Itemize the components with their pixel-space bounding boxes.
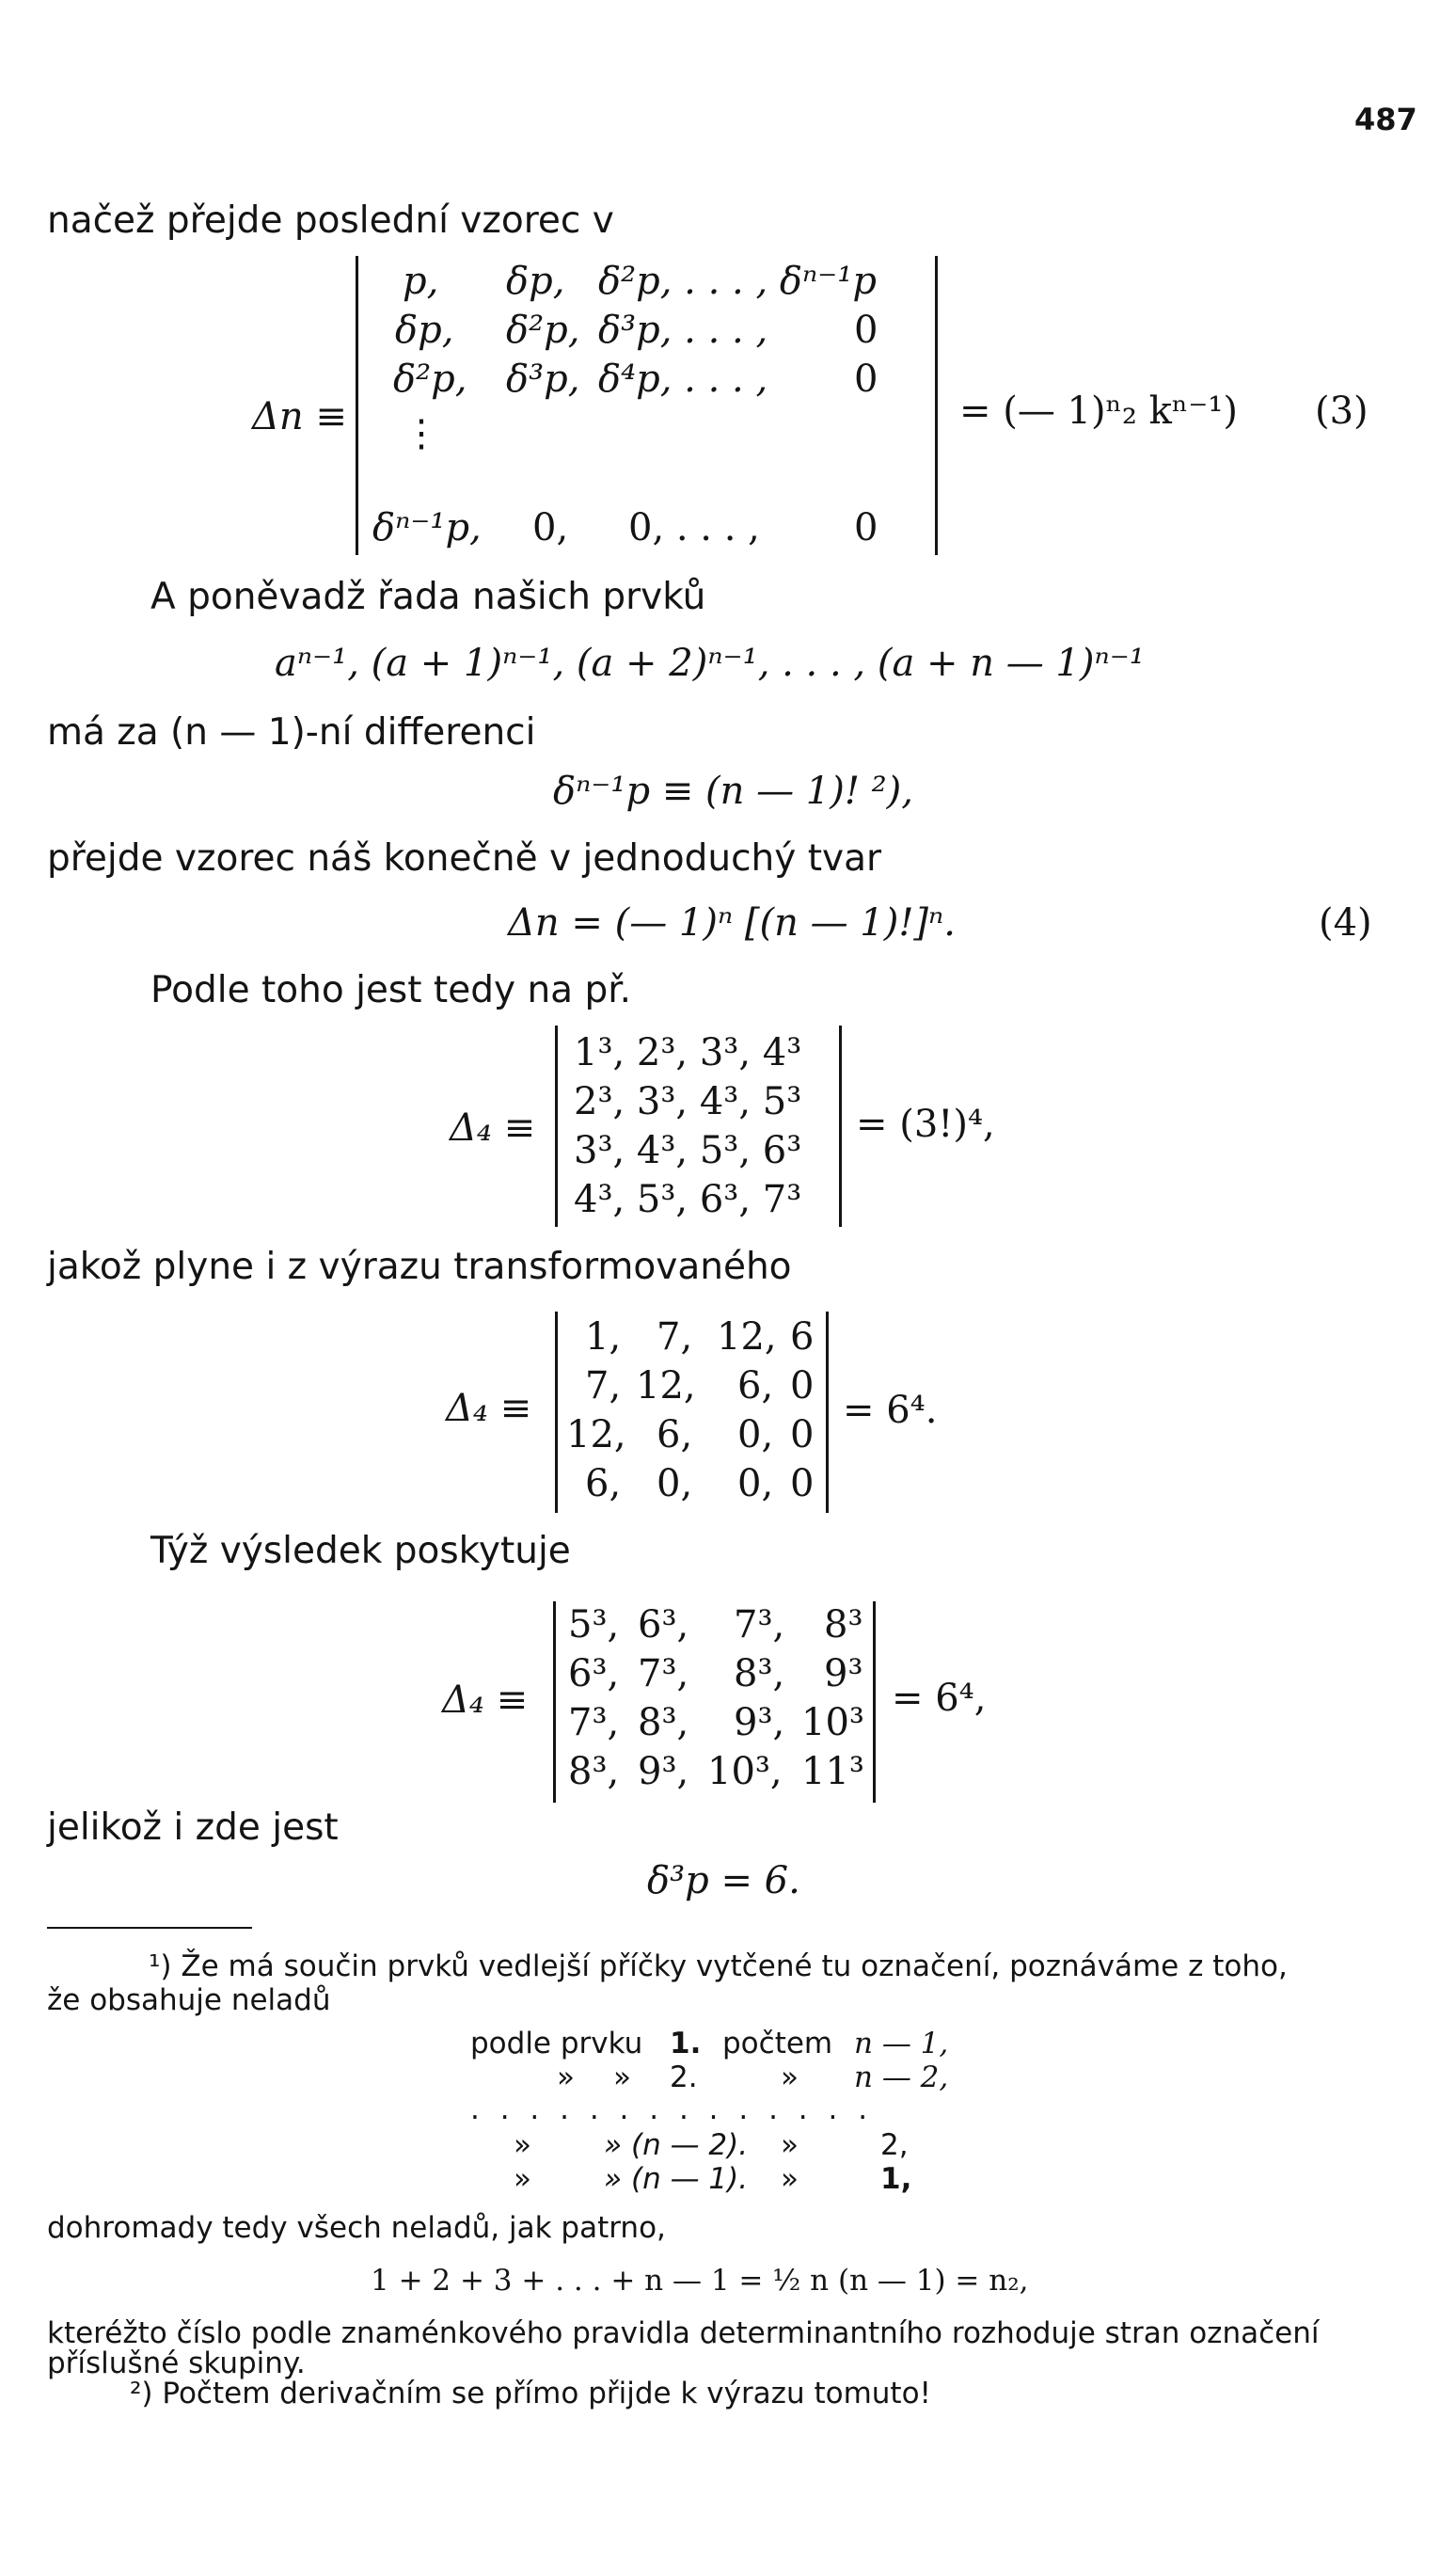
footnote-table-cell: 1. xyxy=(670,2027,702,2060)
eq3-cell: 0 xyxy=(854,506,878,549)
footnote-table-cell: 2. xyxy=(670,2060,698,2094)
det3-lhs: Δ₄ ≡ xyxy=(442,1678,529,1722)
det3-cell: 7³, xyxy=(734,1603,785,1646)
det3-cell: 10³, xyxy=(707,1750,783,1793)
det1-row: 2³, 3³, 4³, 5³ xyxy=(574,1080,802,1123)
det-bar-right xyxy=(873,1601,876,1803)
footnote-equation: 1 + 2 + 3 + . . . + n — 1 = ½ n (n — 1) = n₂, xyxy=(371,2264,1029,2298)
det3-cell: 5³, xyxy=(568,1603,620,1646)
footnote-table-cell: 1, xyxy=(880,2162,912,2196)
footnote-table-cell: podle prvku xyxy=(470,2027,643,2060)
footnote-table-cell: n — 1, xyxy=(854,2027,949,2060)
det3-cell: 8³, xyxy=(734,1652,785,1695)
det2-cell: 0, xyxy=(737,1413,774,1456)
eq3-cell: 0 xyxy=(854,309,878,352)
eq3-cell: 0 xyxy=(854,358,878,401)
eq3-cell: δ⁴p, . . . , xyxy=(598,358,768,401)
eq3-cell: δ²p, xyxy=(506,309,580,352)
det1-row: 3³, 4³, 5³, 6³ xyxy=(574,1129,802,1172)
footnote-line: že obsahuje neladů xyxy=(47,1983,331,2017)
det3-cell: 6³, xyxy=(638,1603,689,1646)
text-line: A poněvadž řada našich prvků xyxy=(150,576,706,618)
final-equation: δ³p = 6. xyxy=(647,1859,800,1902)
det2-cell: 0, xyxy=(657,1462,693,1505)
footnote-table-cell: 2, xyxy=(880,2128,909,2162)
text-line: má za (n — 1)-ní differenci xyxy=(47,711,536,754)
det-bar-right xyxy=(826,1312,829,1513)
equation-4: Δn = (— 1)ⁿ [(n — 1)!]ⁿ. xyxy=(508,901,956,945)
eq3-cell: 0, xyxy=(532,506,569,549)
text-line: jakož plyne i z výrazu transformovaného xyxy=(47,1246,792,1288)
text-line: načež přejde poslední vzorec v xyxy=(47,199,614,242)
footnote-table-cell: » xyxy=(514,2162,531,2196)
det1-row: 1³, 2³, 3³, 4³ xyxy=(574,1031,802,1074)
det-bar-right xyxy=(935,256,938,555)
det3-cell: 8³ xyxy=(824,1603,863,1646)
det2-cell: 7, xyxy=(657,1315,693,1359)
footnote-table-cell: » xyxy=(613,2060,631,2094)
eq3-cell: δp, xyxy=(395,309,454,352)
det1-lhs: Δ₄ ≡ xyxy=(450,1106,536,1150)
det2-cell: 12, xyxy=(566,1413,626,1456)
det2-lhs: Δ₄ ≡ xyxy=(446,1387,532,1430)
equation-number: (3) xyxy=(1315,390,1369,433)
text-line: jelikož i zde jest xyxy=(47,1806,339,1849)
footnote-line: dohromady tedy všech neladů, jak patrno, xyxy=(47,2211,666,2245)
footnote-table-cell: » xyxy=(557,2060,575,2094)
det3-cell: 7³, xyxy=(638,1652,689,1695)
det2-cell: 0 xyxy=(790,1364,815,1408)
det2-cell: 12, xyxy=(717,1315,777,1359)
footnote-table-cell: » xyxy=(781,2128,799,2162)
footnote-table-cell: » (n — 2). xyxy=(604,2128,749,2162)
det2-cell: 12, xyxy=(636,1364,696,1408)
eq3-cell: 0, . . . , xyxy=(628,506,760,549)
det2-cell: 6 xyxy=(790,1315,815,1359)
text-line: Podle toho jest tedy na př. xyxy=(150,969,632,1011)
footnote-table-cell: n — 2, xyxy=(854,2060,949,2094)
text-line: přejde vzorec náš konečně v jednoduchý tvar xyxy=(47,837,882,880)
det-bar-right xyxy=(839,1026,842,1227)
footnote-line: kteréžto číslo podle znaménkového pravidla determinantního rozhoduje stran označení xyxy=(47,2316,1320,2350)
det-bar-left xyxy=(356,256,358,555)
footnote-rule xyxy=(47,1927,252,1929)
det2-cell: 0, xyxy=(737,1462,774,1505)
footnote-table-cell: počtem xyxy=(722,2027,833,2060)
eq3-vdots: ⋮ xyxy=(403,412,440,455)
eq3-cell: δ³p, xyxy=(506,358,580,401)
det3-cell: 9³, xyxy=(734,1701,785,1744)
eq3-cell: δp, xyxy=(506,260,565,303)
det-bar-left xyxy=(555,1312,558,1513)
det2-rhs: = 6⁴. xyxy=(843,1389,938,1432)
difference-eq: δⁿ⁻¹p ≡ (n — 1)! ²), xyxy=(553,770,913,813)
det3-cell: 10³ xyxy=(801,1701,864,1744)
det3-cell: 6³, xyxy=(568,1652,620,1695)
det2-cell: 7, xyxy=(585,1364,622,1408)
det2-cell: 6, xyxy=(657,1413,693,1456)
page-number: 487 xyxy=(1354,102,1417,137)
eq3-cell: δ²p, . . . , δⁿ⁻¹p xyxy=(598,260,877,303)
det3-cell: 11³ xyxy=(801,1750,864,1793)
det1-row: 4³, 5³, 6³, 7³ xyxy=(574,1178,802,1221)
det3-cell: 8³, xyxy=(568,1750,620,1793)
eq3-cell: δⁿ⁻¹p, xyxy=(372,506,482,549)
det2-cell: 6, xyxy=(737,1364,774,1408)
det2-cell: 6, xyxy=(585,1462,622,1505)
eq3-cell: δ²p, xyxy=(393,358,467,401)
det-bar-left xyxy=(553,1601,556,1803)
det-bar-left xyxy=(555,1026,558,1227)
footnote-line: ²) Počtem derivačním se přímo přijde k výrazu tomuto! xyxy=(130,2377,931,2410)
footnote-table-cell: » xyxy=(781,2060,799,2094)
det2-cell: 0 xyxy=(790,1462,815,1505)
det3-rhs: = 6⁴, xyxy=(892,1677,987,1720)
text-line: Týž výsledek poskytuje xyxy=(150,1530,571,1572)
eq3-lhs: Δn ≡ xyxy=(252,395,347,438)
det3-cell: 9³ xyxy=(824,1652,863,1695)
det3-cell: 9³, xyxy=(638,1750,689,1793)
det2-cell: 1, xyxy=(585,1315,622,1359)
sequence: aⁿ⁻¹, (a + 1)ⁿ⁻¹, (a + 2)ⁿ⁻¹, . . . , (a + n — 1)ⁿ⁻¹ xyxy=(275,642,1145,685)
equation-number: (4) xyxy=(1319,901,1372,945)
eq3-cell: δ³p, . . . , xyxy=(598,309,768,352)
det3-cell: 7³, xyxy=(568,1701,620,1744)
footnote-table-dots: . . . . . . . . . . . . . . xyxy=(470,2092,874,2126)
eq3-rhs: = (— 1)ⁿ₂ kⁿ⁻¹) xyxy=(959,390,1238,433)
det3-cell: 8³, xyxy=(638,1701,689,1744)
det2-cell: 0 xyxy=(790,1413,815,1456)
footnote-table-cell: » (n — 1). xyxy=(604,2162,749,2196)
eq3-cell: p, xyxy=(403,260,439,303)
footnote-table-cell: » xyxy=(514,2128,531,2162)
det1-rhs: = (3!)⁴, xyxy=(856,1103,995,1146)
footnote-table-cell: » xyxy=(781,2162,799,2196)
footnote-line: příslušné skupiny. xyxy=(47,2346,306,2380)
footnote-line: ¹) Že má součin prvků vedlejší příčky vytčené tu označení, poznáváme z toho, xyxy=(149,1949,1288,1983)
